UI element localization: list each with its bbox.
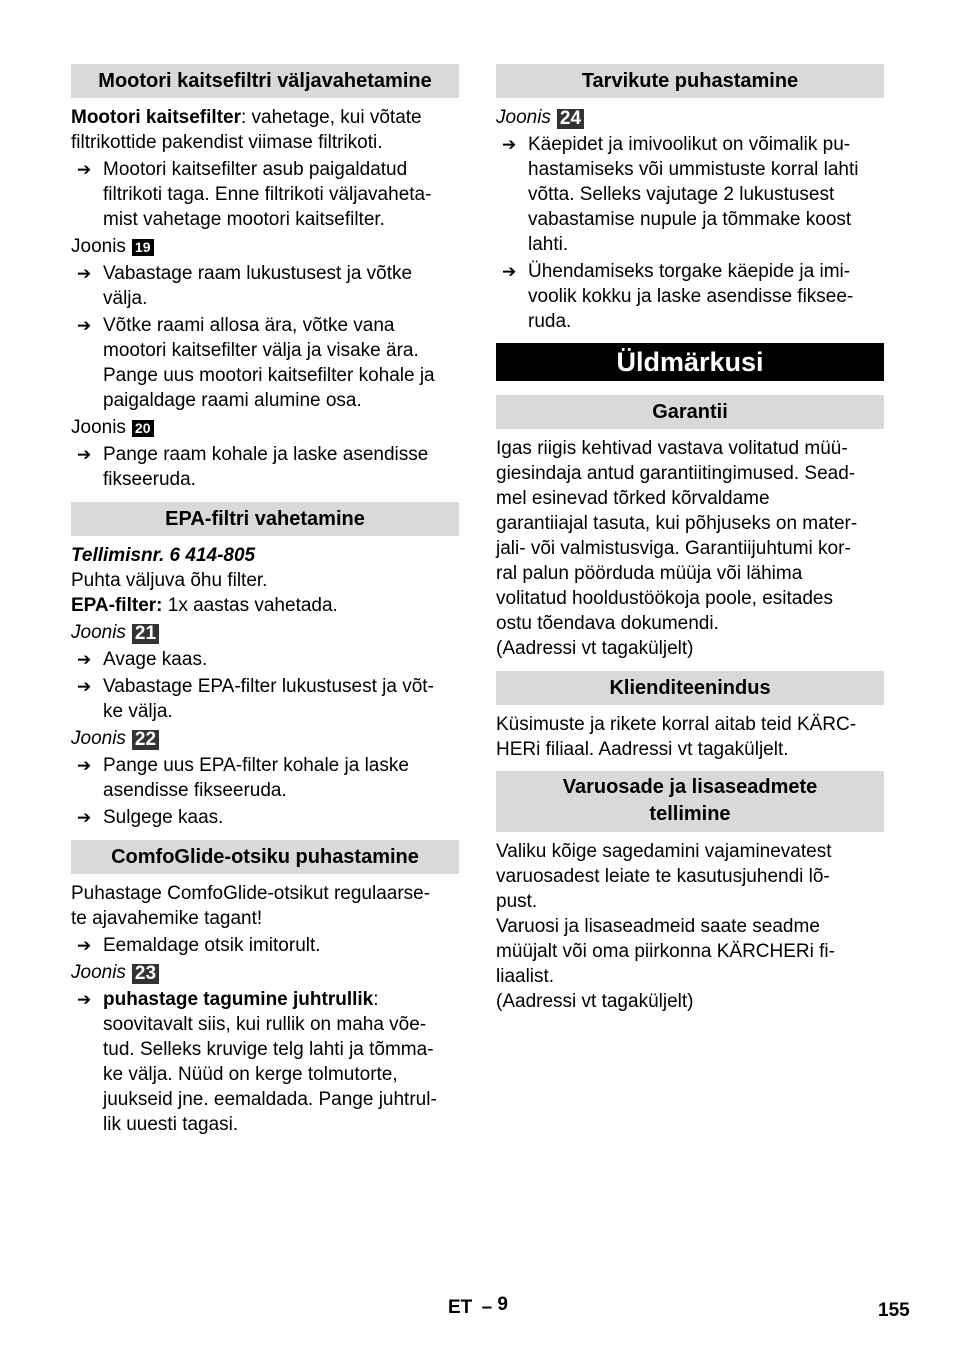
text-line: ke välja. (103, 701, 173, 722)
section-heading: Klienditeenindus (496, 671, 884, 705)
text-line: mootori kaitsefilter välja ja visake ära. (103, 340, 419, 361)
arrow-right-icon: ➔ (77, 316, 92, 335)
footer-section-page: 9 (497, 1294, 508, 1315)
text-line: välja. (103, 288, 148, 309)
text-span: : (373, 989, 379, 1010)
text-line: Küsimuste ja rikete korral aitab teid KÄRC- (496, 714, 857, 735)
bullet-item (71, 261, 459, 311)
bullet-item (71, 157, 459, 232)
heading-line: tellimine (649, 803, 731, 825)
bullet-item (71, 987, 459, 1137)
text-line (71, 593, 459, 618)
text-line: juukseid jne. eemaldada. Pange juhtrul- (103, 1089, 437, 1110)
text-line: volitatud hooldustöökoja poole, esitades (496, 588, 833, 609)
text-line: Pange uus EPA-filter kohale ja laske (103, 755, 409, 776)
text-line: filtrikoti taga. Enne filtrikoti väljavaheta- (103, 184, 432, 205)
text-line: voolik kokku ja laske asendisse fiksee- (528, 286, 854, 307)
text-line: tud. Selleks kruvige telg lahti ja tõmma- (103, 1039, 434, 1060)
arrow-right-icon: ➔ (77, 264, 92, 283)
bullet-item (496, 259, 884, 334)
arrow-right-icon: ➔ (77, 445, 92, 464)
figure-number-badge: 24 (557, 109, 584, 129)
text-line: giesindaja antud garantiitingimused. Sead- (496, 463, 856, 484)
figure-number-badge: 20 (132, 420, 154, 437)
text-line: lahti. (528, 234, 569, 255)
text-line: (Aadressi vt tagaküljelt) (496, 638, 694, 659)
paragraph (496, 436, 884, 661)
arrow-right-icon: ➔ (502, 135, 517, 154)
text-line: Vabastage raam lukustusest ja võtke (103, 263, 413, 284)
text-line: jali- või valmistusviga. Garantiijuhtumi kor- (496, 538, 851, 559)
section-heading: Mootori kaitsefiltri väljavahetamine (71, 64, 459, 98)
text-line (71, 543, 459, 568)
text-span: 1x aastas vahetada. (162, 595, 338, 616)
left-column (71, 64, 459, 1137)
figure-reference (71, 620, 459, 645)
figure-label: Joonis (71, 622, 126, 643)
section-heading: Garantii (496, 395, 884, 429)
bullet-item (71, 313, 459, 413)
text-line: hastamiseks või ummistuste korral lahti (528, 159, 859, 180)
text-line: võtta. Selleks vajutage 2 lukustusest (528, 184, 835, 205)
figure-reference (496, 105, 884, 130)
text-line: ruda. (528, 311, 572, 332)
text-line: Vabastage EPA-filter lukustusest ja võt- (103, 676, 434, 697)
text-line: Eemaldage otsik imitorult. (103, 935, 321, 956)
arrow-right-icon: ➔ (77, 936, 92, 955)
text-line: Võtke raami allosa ära, võtke vana (103, 315, 395, 336)
figure-number-badge: 21 (132, 624, 159, 644)
footer-sep: – (481, 1297, 493, 1318)
text-line: Pange uus mootori kaitsefilter kohale ja (103, 365, 435, 386)
text-line: Puhta väljuva õhu filter. (71, 570, 268, 591)
text-line: asendisse fikseeruda. (103, 780, 287, 801)
bullet-item (71, 753, 459, 803)
arrow-right-icon: ➔ (502, 262, 517, 281)
bold-text: Mootori kaitsefilter (71, 107, 241, 128)
text-line: Igas riigis kehtivad vastava volitatud müü- (496, 438, 848, 459)
text-line: lik uuesti tagasi. (103, 1114, 239, 1135)
text-line: Avage kaas. (103, 649, 208, 670)
section-heading (496, 771, 884, 832)
footer-lang: ET (448, 1297, 473, 1318)
text-line: Käepidet ja imivoolikut on võimalik pu- (528, 134, 851, 155)
figure-reference (71, 415, 459, 440)
text-line: Ühendamiseks torgake käepide ja imi- (528, 261, 851, 282)
chapter-heading: Üldmärkusi (496, 343, 884, 381)
text-line: (Aadressi vt tagaküljelt) (496, 991, 694, 1012)
figure-number-badge: 19 (132, 239, 154, 256)
text-line (71, 105, 459, 130)
text-line: te ajavahemike tagant! (71, 908, 263, 929)
figure-reference (71, 234, 459, 259)
paragraph (71, 881, 459, 931)
text-line: müüjalt või oma piirkonna KÄRCHERi fi- (496, 941, 835, 962)
text-line: Valiku kõige sagedamini vajaminevatest (496, 841, 832, 862)
text-line: pust. (496, 891, 538, 912)
bold-text: Tellimisnr. 6 414-805 (71, 545, 256, 566)
text-line: mel esinevad tõrked kõrvaldame (496, 488, 770, 509)
text-line: vabastamise nupule ja tõmmake koost (528, 209, 852, 230)
heading-line: Varuosade ja lisaseadmete (562, 776, 818, 798)
bullet-item (71, 647, 459, 672)
text-line: ostu tõendava dokumendi. (496, 613, 719, 634)
text-line: HERi filiaal. Aadressi vt tagaküljelt. (496, 739, 789, 760)
page-number: 155 (878, 1300, 910, 1321)
figure-label: Joonis (71, 728, 126, 749)
arrow-right-icon: ➔ (77, 650, 92, 669)
text-line: Puhastage ComfoGlide-otsikut regulaarse- (71, 883, 431, 904)
bullet-item (71, 442, 459, 492)
right-column (496, 64, 884, 1014)
footer-section (448, 1294, 508, 1319)
text-line: filtrikottide pakendist viimase filtrikoti. (71, 132, 383, 153)
section-heading: Tarvikute puhastamine (496, 64, 884, 98)
text-line: varuosadest leiate te kasutusjuhendi lõ- (496, 866, 830, 887)
text-line: fikseeruda. (103, 469, 196, 490)
text-line: Sulgege kaas. (103, 807, 224, 828)
bullet-item (71, 805, 459, 830)
figure-number-badge: 22 (132, 730, 159, 750)
text-line: liaalist. (496, 966, 555, 987)
text-line: Varuosi ja lisaseadmeid saate seadme (496, 916, 820, 937)
text-line: ke välja. Nüüd on kerge tolmutorte, (103, 1064, 398, 1085)
paragraph (71, 543, 459, 618)
bullet-item (496, 132, 884, 257)
text-line: garantiiajal tasuta, kui põhjuseks on mater- (496, 513, 858, 534)
paragraph (496, 839, 884, 1014)
paragraph (496, 712, 884, 762)
text-line: ral palun pöörduda müüja või lähima (496, 563, 803, 584)
text-line: mist vahetage mootori kaitsefilter. (103, 209, 385, 230)
figure-number-badge: 23 (132, 964, 159, 984)
bullet-item (71, 933, 459, 958)
bullet-item (71, 674, 459, 724)
bold-text: puhastage tagumine juhtrullik (103, 989, 374, 1010)
section-heading: ComfoGlide-otsiku puhastamine (71, 840, 459, 874)
text-line: soovitavalt siis, kui rullik on maha võe- (103, 1014, 427, 1035)
text-line: Pange raam kohale ja laske asendisse (103, 444, 429, 465)
figure-label: Joonis (71, 236, 126, 257)
arrow-right-icon: ➔ (77, 160, 92, 179)
text-line: paigaldage raami alumine osa. (103, 390, 362, 411)
figure-label: Joonis (71, 417, 126, 438)
arrow-right-icon: ➔ (77, 808, 92, 827)
section-heading: EPA-filtri vahetamine (71, 502, 459, 536)
arrow-right-icon: ➔ (77, 990, 92, 1009)
text-span: : vahetage, kui võtate (240, 107, 422, 128)
paragraph (71, 105, 459, 155)
arrow-right-icon: ➔ (77, 677, 92, 696)
text-line (103, 987, 459, 1012)
arrow-right-icon: ➔ (77, 756, 92, 775)
figure-reference (71, 960, 459, 985)
figure-label: Joonis (496, 107, 551, 128)
figure-reference (71, 726, 459, 751)
bold-text: EPA-filter: (71, 595, 163, 616)
figure-label: Joonis (71, 962, 126, 983)
text-line: Mootori kaitsefilter asub paigaldatud (103, 159, 408, 180)
